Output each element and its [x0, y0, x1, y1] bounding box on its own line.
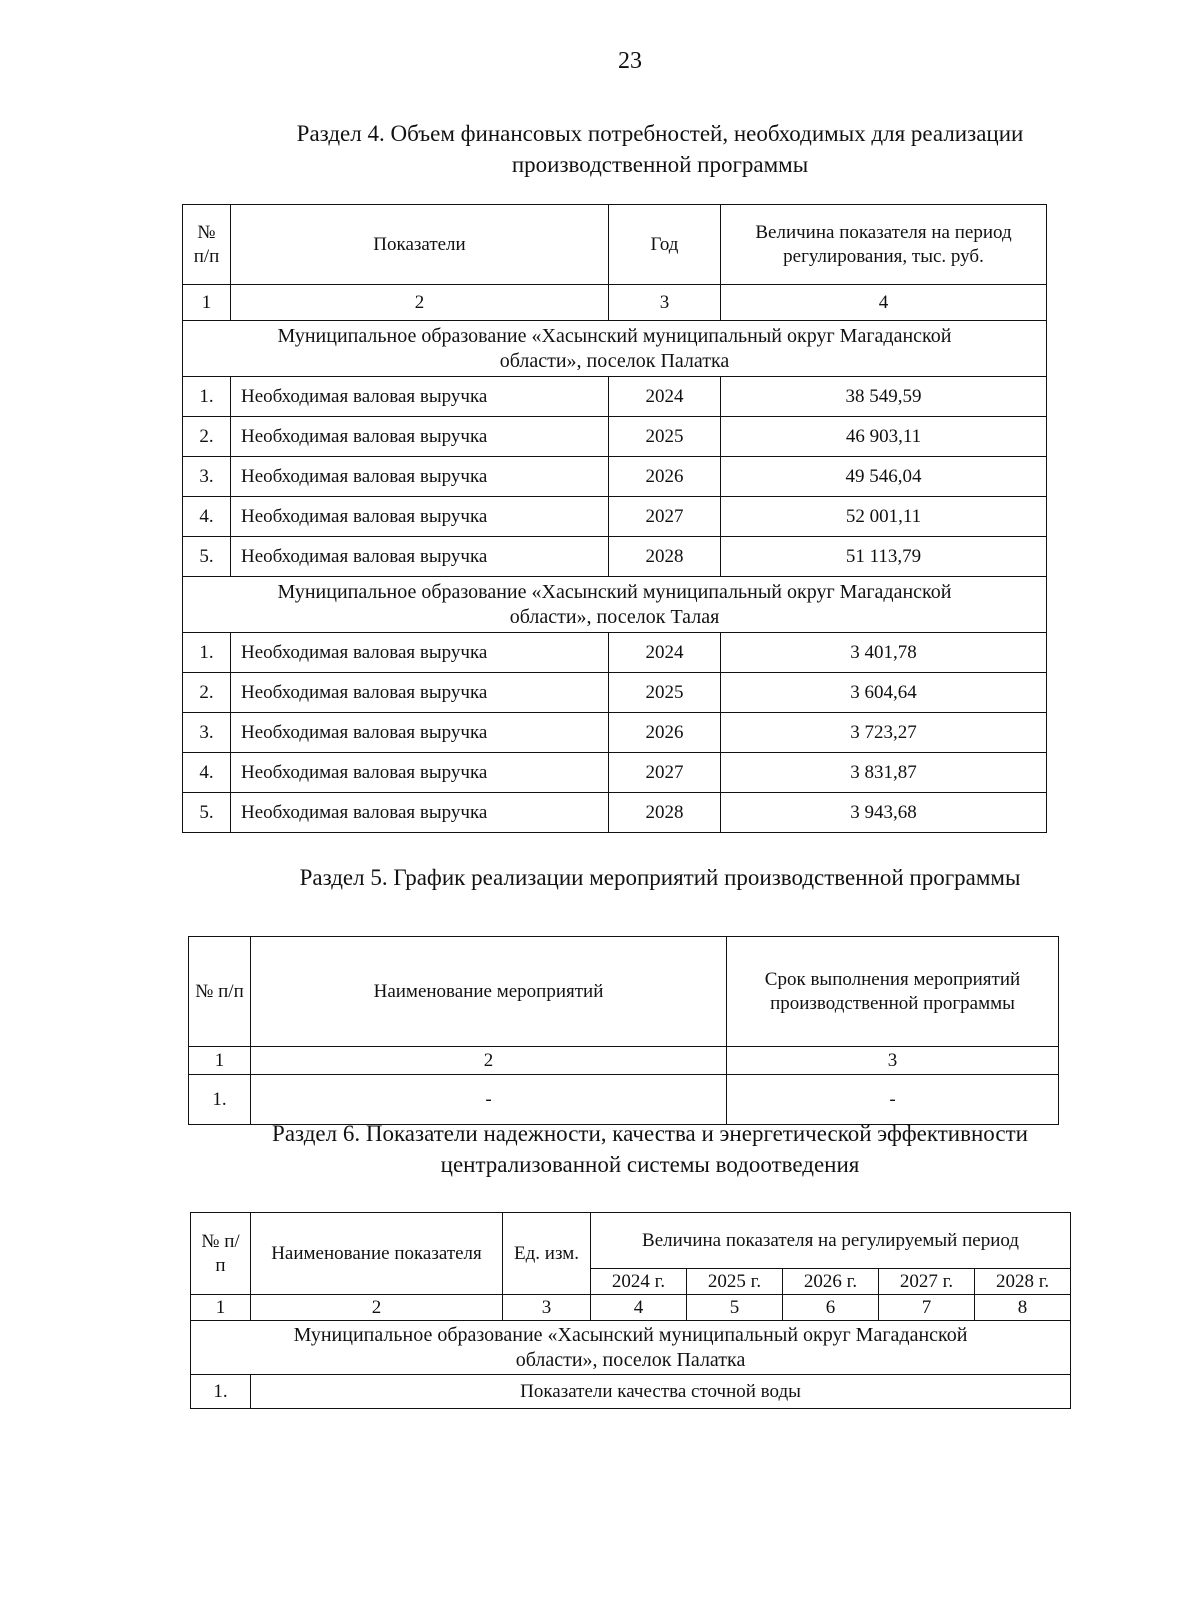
table-row — [183, 793, 1047, 833]
table-row — [183, 497, 1047, 537]
row-value: 52 001,11 — [721, 497, 1047, 537]
s6-colnum-5: 5 — [687, 1295, 783, 1321]
row-year: 2026 — [609, 457, 721, 497]
s5-header-num: № п/п — [189, 937, 251, 1047]
section6-title-line1: Раздел 6. Показатели надежности, качества и энергетической эффективности — [272, 1121, 1028, 1146]
row-num: 3. — [183, 457, 231, 497]
s6-header-num: № п/п — [191, 1213, 251, 1295]
s5-colnum-3: 3 — [727, 1047, 1059, 1075]
table-row — [183, 457, 1047, 497]
table-row — [183, 633, 1047, 673]
s6-header-year-2028: 2028 г. — [975, 1269, 1071, 1295]
row-term: - — [727, 1075, 1059, 1125]
row-num: 2. — [183, 673, 231, 713]
s4-group-palatka-line2: области», поселок Палатка — [499, 349, 730, 372]
s6-header-year-2026: 2026 г. — [783, 1269, 879, 1295]
s4-group-palatka-line1: Муниципальное образование «Хасынский муниципальный округ Магаданской — [277, 324, 952, 347]
table-row — [183, 537, 1047, 577]
row-value: 3 723,27 — [721, 713, 1047, 753]
row-name: Необходимая валовая выручка — [231, 713, 609, 753]
row-value: 38 549,59 — [721, 377, 1047, 417]
s6-colnum-3: 3 — [503, 1295, 591, 1321]
row-year: 2024 — [609, 377, 721, 417]
table-row — [183, 377, 1047, 417]
s4-colnum-3: 3 — [609, 285, 721, 321]
section5-table — [188, 936, 1059, 1125]
s6-header-year-2024: 2024 г. — [591, 1269, 687, 1295]
table-row — [189, 1075, 1059, 1125]
row-num: 1. — [189, 1075, 251, 1125]
s4-group-talaya-line1: Муниципальное образование «Хасынский муниципальный округ Магаданской — [277, 580, 952, 603]
row-year: 2026 — [609, 713, 721, 753]
s6-colnum-6: 6 — [783, 1295, 879, 1321]
row-num: 5. — [183, 793, 231, 833]
row-num: 3. — [183, 713, 231, 753]
row-name: Необходимая валовая выручка — [231, 793, 609, 833]
row-name: Необходимая валовая выручка — [231, 753, 609, 793]
row-num: 5. — [183, 537, 231, 577]
row-value: 3 831,87 — [721, 753, 1047, 793]
table-row — [183, 673, 1047, 713]
row-value: 3 604,64 — [721, 673, 1047, 713]
s5-header-name: Наименование мероприятий — [251, 937, 727, 1047]
row-year: 2027 — [609, 753, 721, 793]
s4-header-year: Год — [609, 205, 721, 285]
row-name: - — [251, 1075, 727, 1125]
s5-header-term: Срок выполнения мероприятий производственной программы — [727, 937, 1059, 1047]
s6-colnum-2: 2 — [251, 1295, 503, 1321]
row-value: 51 113,79 — [721, 537, 1047, 577]
s4-colnum-1: 1 — [183, 285, 231, 321]
section4-table — [182, 204, 1047, 833]
table-row — [183, 417, 1047, 457]
s6-header-name: Наименование показателя — [251, 1213, 503, 1295]
section5-title: Раздел 5. График реализации мероприятий производственной программы — [299, 865, 1021, 890]
table-row — [183, 753, 1047, 793]
section4-title-line2: производственной программы — [511, 152, 809, 177]
row-year: 2027 — [609, 497, 721, 537]
s6-header-year-2025: 2025 г. — [687, 1269, 783, 1295]
row-value: 3 943,68 — [721, 793, 1047, 833]
s6-header-year-2027: 2027 г. — [879, 1269, 975, 1295]
row-value: 3 401,78 — [721, 633, 1047, 673]
s4-colnum-2: 2 — [231, 285, 609, 321]
s6-colnum-8: 8 — [975, 1295, 1071, 1321]
row-value: 46 903,11 — [721, 417, 1047, 457]
row-label: Показатели качества сточной воды — [251, 1375, 1071, 1409]
row-year: 2025 — [609, 417, 721, 457]
row-num: 1. — [183, 633, 231, 673]
row-value: 49 546,04 — [721, 457, 1047, 497]
s4-group-talaya — [183, 577, 1047, 633]
row-num: 1. — [191, 1375, 251, 1409]
s6-colnum-4: 4 — [591, 1295, 687, 1321]
section6-title — [220, 1118, 1080, 1180]
section6-title-line2: централизованной системы водоотведения — [440, 1152, 860, 1177]
s6-header-period: Величина показателя на регулируемый период — [591, 1213, 1071, 1269]
s4-header-value: Величина показателя на период регулирования, тыс. руб. — [721, 205, 1047, 285]
s4-header-num: № п/п — [183, 205, 231, 285]
row-name: Необходимая валовая выручка — [231, 377, 609, 417]
s6-group-palatka — [191, 1321, 1071, 1375]
row-name: Необходимая валовая выручка — [231, 417, 609, 457]
section4-title — [240, 118, 1080, 180]
page-number: 23 — [618, 48, 642, 74]
row-year: 2025 — [609, 673, 721, 713]
s4-group-talaya-line2: области», поселок Талая — [509, 605, 720, 628]
s6-colnum-1: 1 — [191, 1295, 251, 1321]
row-num: 1. — [183, 377, 231, 417]
row-num: 2. — [183, 417, 231, 457]
table-row — [191, 1375, 1071, 1409]
s6-group-palatka-line1: Муниципальное образование «Хасынский муниципальный округ Магаданской — [293, 1323, 968, 1346]
s4-group-palatka — [183, 321, 1047, 377]
row-name: Необходимая валовая выручка — [231, 537, 609, 577]
row-year: 2024 — [609, 633, 721, 673]
section6-table — [190, 1212, 1071, 1409]
s6-header-unit: Ед. изм. — [503, 1213, 591, 1295]
row-year: 2028 — [609, 793, 721, 833]
row-name: Необходимая валовая выручка — [231, 457, 609, 497]
s4-colnum-4: 4 — [721, 285, 1047, 321]
s4-header-indicator: Показатели — [231, 205, 609, 285]
row-num: 4. — [183, 753, 231, 793]
row-num: 4. — [183, 497, 231, 537]
section4-title-line1: Раздел 4. Объем финансовых потребностей, необходимых для реализации — [296, 121, 1024, 146]
s5-colnum-1: 1 — [189, 1047, 251, 1075]
row-name: Необходимая валовая выручка — [231, 673, 609, 713]
row-year: 2028 — [609, 537, 721, 577]
row-name: Необходимая валовая выручка — [231, 633, 609, 673]
s5-colnum-2: 2 — [251, 1047, 727, 1075]
table-row — [183, 713, 1047, 753]
s6-colnum-7: 7 — [879, 1295, 975, 1321]
s6-group-palatka-line2: области», поселок Палатка — [515, 1348, 746, 1371]
row-name: Необходимая валовая выручка — [231, 497, 609, 537]
